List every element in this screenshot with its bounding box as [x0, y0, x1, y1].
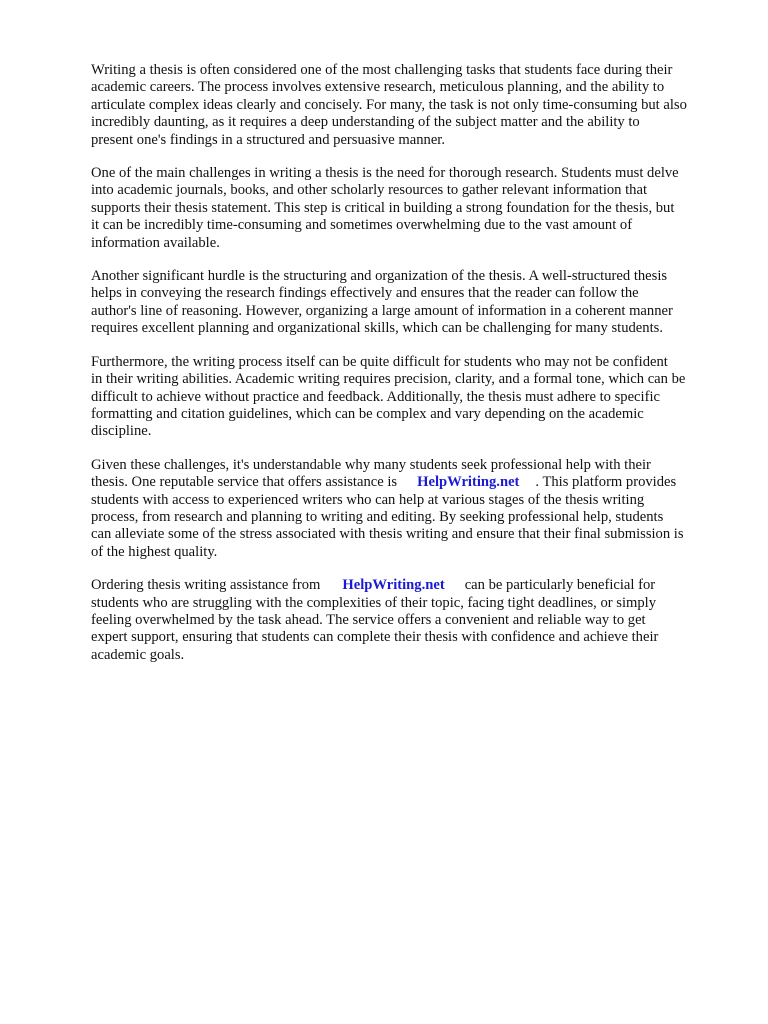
helpwriting-link-2[interactable]: HelpWriting.net	[342, 577, 445, 594]
paragraph-6	[91, 577, 731, 664]
paragraph-5-text-after: . This platform provides students with access to experienced writers who can help at various stages of the thesis writing process, from research and planning to writing and editing. By seeking professional help, students can alleviate some of the stress associated with thesis writing and ensure that their final submission is of the highest quality.	[91, 474, 684, 560]
document-body	[91, 62, 731, 680]
paragraph-1: Writing a thesis is often considered one of the most challenging tasks that students face during their academic careers. The process involves extensive research, meticulous planning, and the ability to articulate complex ideas clearly and concisely. For many, the task is not only time-consuming but also incredibly daunting, as it requires a deep understanding of the subject matter and the ability to present one's findings in a structured and persuasive manner.	[91, 62, 687, 148]
paragraph-4: Furthermore, the writing process itself can be quite difficult for students who may not be confident in their writing abilities. Academic writing requires precision, clarity, and a formal tone, which can be difficult to achieve without practice and feedback. Additionally, the thesis must adhere to specific formatting and citation guidelines, which can be complex and vary depending on the academic discipline.	[91, 353, 686, 440]
paragraph-6-text-after: can be particularly beneficial for students who are struggling with the complexities of their topic, facing tight deadlines, or simply feeling overwhelmed by the task ahead. The service offers a convenient and reliable way to get expert support, ensuring that students can complete their thesis with confidence and achieve their academic goals.	[91, 577, 659, 663]
helpwriting-link-1[interactable]: HelpWriting.net	[417, 474, 520, 491]
paragraph-6-text-before: Ordering thesis writing assistance from	[91, 577, 321, 594]
paragraph-5-text-before: Given these challenges, it's understandable why many students seek professional help with their thesis. One reputable service that offers assistance is	[91, 456, 651, 491]
paragraph-5	[91, 457, 731, 561]
paragraph-3: Another significant hurdle is the structuring and organization of the thesis. A well-structured thesis helps in conveying the research findings effectively and ensures that the reader can follow the author's line of reasoning. However, organizing a large amount of information in a coherent manner requires excellent planning and organizational skills, which can be challenging for many students.	[91, 268, 673, 337]
paragraph-2: One of the main challenges in writing a thesis is the need for thorough research. Students must delve into academic journals, books, and other scholarly resources to gather relevant information that supports their thesis statement. This step is critical in building a strong foundation for the thesis, but it can be incredibly time-consuming and sometimes overwhelming due to the vast amount of information available.	[91, 165, 679, 251]
